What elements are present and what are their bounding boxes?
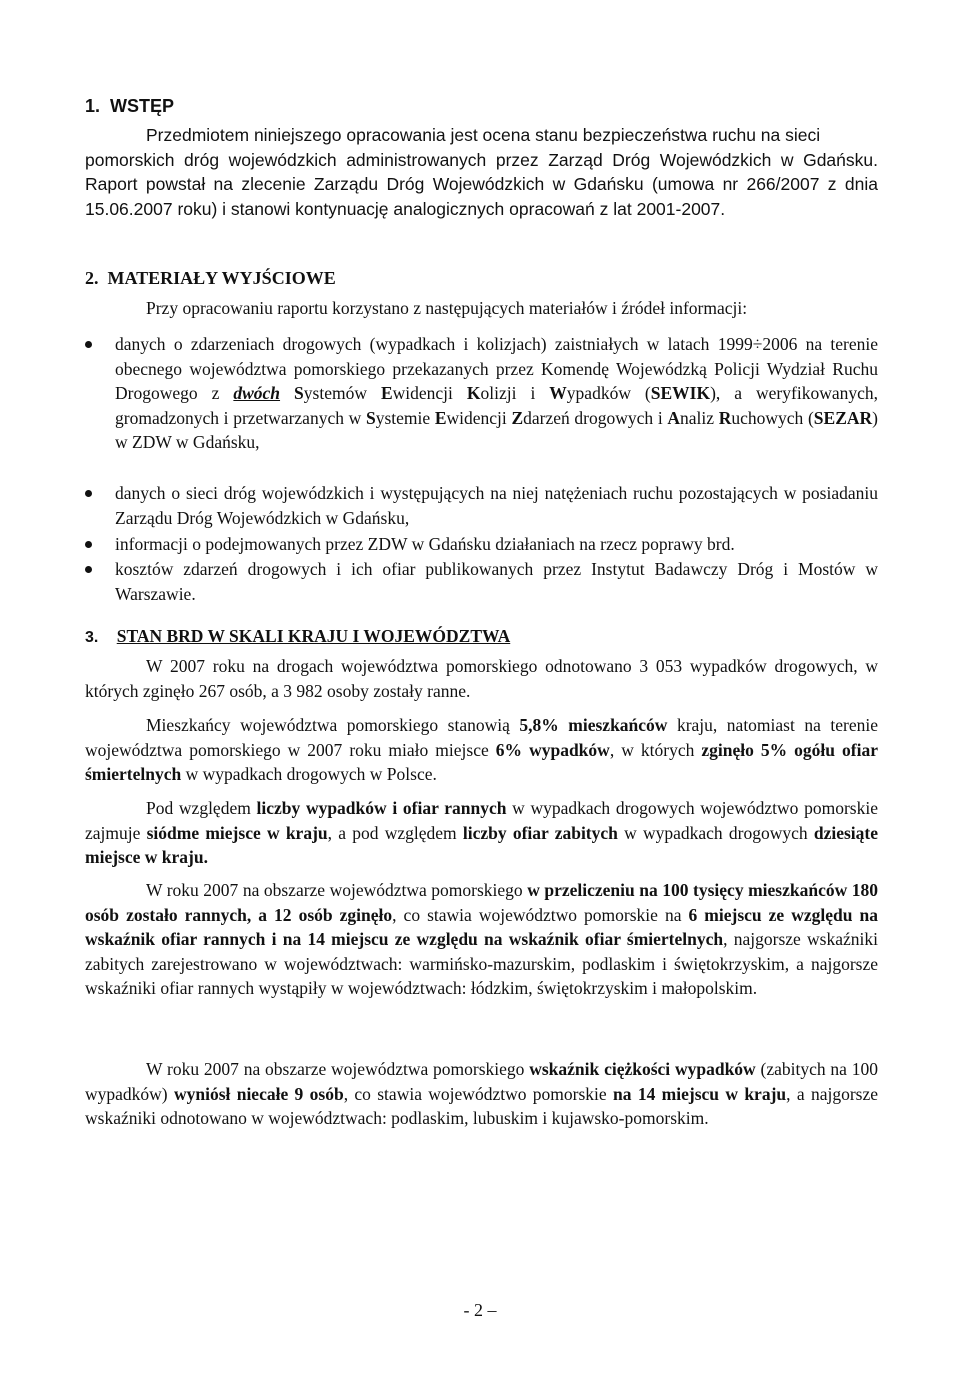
- section-2-heading: [85, 266, 878, 291]
- list-item-text: danych o sieci dróg wojewódzkich i występujących na niej natężeniach ruchu pozostających w posiadaniu Zarządu Dróg Wojewódzkich w Gdańsku,: [115, 483, 878, 528]
- list-item-text: informacji o podejmowanych przez ZDW w Gdańsku działaniach na rzecz poprawy brd.: [115, 534, 735, 554]
- list-item-text: kosztów zdarzeń drogowych i ich ofiar publikowanych przez Instytut Badawczy Dróg i Mostów w Warszawie.: [115, 559, 878, 604]
- list-item: [85, 532, 878, 557]
- paragraph: W roku 2007 na obszarze województwa pomorskiego w przeliczeniu na 100 tysięcy mieszkańców 180 osób zostało rannych, a 12 osób zginęło, co stawia województwo pomorskie na 6 miejscu ze względu na wskaźnik ofiar rannych i na 14 miejscu ze względu na wskaźnik ofiar śmiertelnych, najgorsze wskaźniki zabitych zarejestrowano w województwach: warmińsko-mazurskim, podlaskim i świętokrzyskim, a najgorsze wskaźniki ofiar rannych wystąpiły w województwach: łódzkim, świętokrzyskim i małopolskim.: [85, 880, 879, 998]
- section-3-title: STAN BRD W SKALI KRAJU I WOJEWÓDZTWA: [116, 626, 511, 646]
- paragraph: W roku 2007 na obszarze województwa pomorskiego wskaźnik ciężkości wypadków (zabitych na 100 wypadków) wyniósł niecałe 9 osób, co stawia województwo pomorskie na 14 miejscu w kraju, a najgorsze wskaźniki odnotowano w województwach: podlaskim, lubuskim i kujawsko-pomorskim.: [85, 1059, 879, 1128]
- paragraph: Pod względem liczby wypadków i ofiar rannych w wypadkach drogowych województwo pomorskie zajmuje siódme miejsce w kraju, a pod względem liczby ofiar zabitych w wypadkach drogowych dziesiąte miejsce w kraju.: [85, 798, 879, 867]
- bullet-icon: [85, 341, 92, 348]
- paragraph: W 2007 roku na drogach województwa pomorskiego odnotowano 3 053 wypadków drogowych, w których zginęło 267 osób, a 3 982 osoby zostały ranne.: [85, 656, 878, 701]
- bullet-icon: [85, 490, 92, 497]
- list-item: [85, 332, 878, 455]
- list-item-text: danych o zdarzeniach drogowych (wypadkach i kolizjach) zaistniałych w latach 1999÷2006 na terenie obecnego województwa pomorskiego przekazanych przez Komendę Wojewódzką Policji Wydział Ruchu Drogowego z dwóch Systemów Ewidencji Kolizji i Wypadków (SEWIK), a weryfikowanych, gromadzonych i przetwarzanych w Systemie Ewidencji Zdarzeń drogowych i Analiz Ruchowych (SEZAR) w ZDW w Gdańsku,: [115, 334, 878, 452]
- section-1-paragraph: [85, 123, 878, 221]
- section-1-first-line: Przedmiotem niniejszego opracowania jest ocena stanu bezpieczeństwa ruchu na sieci: [146, 125, 821, 145]
- list-item: [85, 481, 878, 530]
- section-3-heading: [85, 624, 878, 651]
- section-2-heading-text: 2. MATERIAŁY WYJŚCIOWE: [85, 268, 336, 288]
- section-2-intro: Przy opracowaniu raportu korzystano z następujących materiałów i źródeł informacji:: [146, 298, 748, 318]
- list-item: [85, 557, 878, 606]
- section-3-number: 3.: [85, 629, 99, 646]
- bullet-icon: [85, 541, 92, 548]
- bullet-icon: [85, 566, 92, 573]
- paragraph: Mieszkańcy województwa pomorskiego stanowią 5,8% mieszkańców kraju, natomiast na terenie województwa pomorskiego w 2007 roku miało miejsce 6% wypadków, w których zginęło 5% ogółu ofiar śmiertelnych w wypadkach drogowych w Polsce.: [85, 715, 879, 784]
- emphasis-dwoch: dwóch: [233, 383, 281, 403]
- section-1-rest: pomorskich dróg wojewódzkich administrowanych przez Zarząd Dróg Wojewódzkich w Gdańsku. Raport powstał na zlecenie Zarządu Dróg Wojewódzkich w Gdańsku (umowa nr 266/2007 z dnia 15.06.2007 roku) i stanowi kontynuację analogicznych opracowań z lat 2001-2007.: [85, 149, 878, 219]
- section-1-heading: 1. WSTĘP: [85, 96, 175, 116]
- page-number: - 2 –: [463, 1300, 497, 1320]
